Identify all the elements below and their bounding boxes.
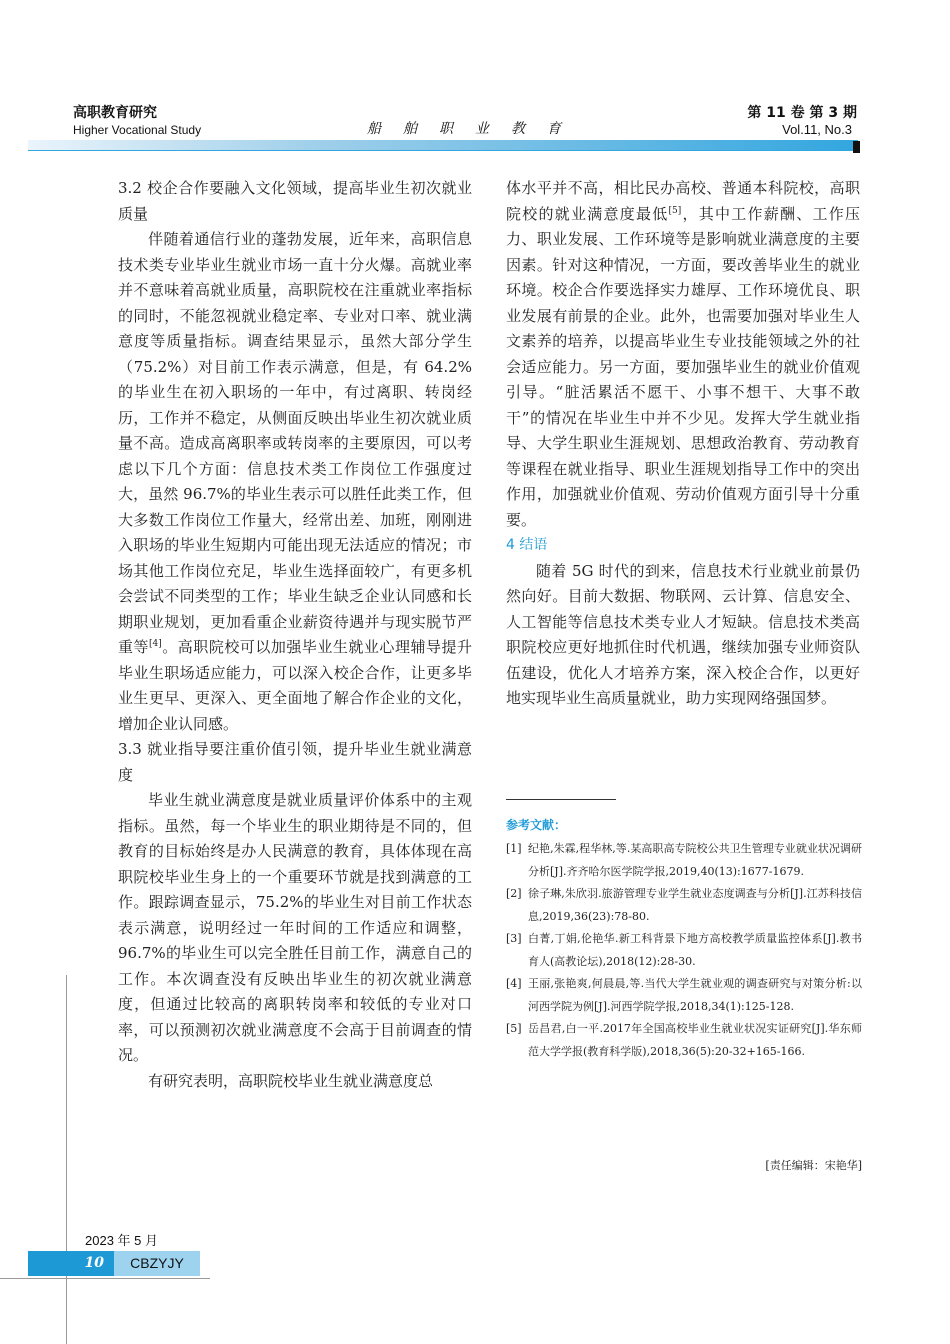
section-3-2-heading: 3.2 校企合作要融入文化领域，提高毕业生初次就业质量 <box>118 179 472 223</box>
paragraph: 随着 5G 时代的到来，信息技术行业就业前景仍然向好。目前大数据、物联网、云计算、信息安全、人工智能等信息技术类专业人才短缺。信息技术类高职院校应更好地抓住时代机遇，继续加强专业师资队伍建设，优化人才培养方案，深入校企合作，以更好地实现毕业生高质量就业，助力实现网络强国梦。 <box>506 561 860 707</box>
section-3-3-heading: 3.3 就业指导要注重价值引领，提升毕业生就业满意度 <box>118 740 472 784</box>
margin-vertical-line <box>66 975 67 1344</box>
paragraph: 有研究表明，高职院校毕业生就业满意度总 <box>148 1071 434 1090</box>
responsible-editor: [责任编辑：宋艳华] <box>765 1159 862 1172</box>
header-marker <box>853 141 860 153</box>
reference-number: [5] <box>506 1022 522 1035</box>
paragraph-text: 体水平并不高，相比民办高校、普通本科院校，高职院校的就业满意度最低 <box>506 179 860 223</box>
paragraph-text: 。高职院校可以加强毕业生就业心理辅导提升毕业生职场适应能力，可以深入校企合作，让更多毕业生更早、更深入、更全面地了解合作企业的文化，增加企业认同感。 <box>118 638 472 733</box>
citation-ref: [4] <box>149 639 162 649</box>
journal-name-en: Higher Vocational Study <box>73 123 202 137</box>
reference-item <box>506 883 862 928</box>
reference-number: [4] <box>506 977 522 990</box>
references-list <box>506 838 862 1063</box>
reference-text: 岳昌君,白一平.2017年全国高校毕业生就业状况实证研究[J].华东师范大学学报(教育科学版),2018,36(5):20-32+165-166. <box>528 1022 862 1058</box>
reference-number: [1] <box>506 842 522 855</box>
reference-number: [2] <box>506 887 522 900</box>
paragraph <box>118 227 472 737</box>
paragraph-text: 伴随着通信行业的蓬勃发展，近年来，高职信息技术类专业毕业生就业市场一直十分火爆。高就业率并不意味着高就业质量，高职院校在注重就业率指标的同时，不能忽视就业稳定率、专业对口率、就业满意度等质量指标。调查结果显示，虽然大部分学生（75.2%）对目前工作表示满意，但是，有 64.2%的毕业生在初入职场的一年中，有过离职、转岗经历，工作并不稳定，从侧面反映出毕业生初次就业质量不高。造成高离职率或转岗率的主要原因，可以考虑以下几个方面：信息技术类工作岗位工作强度过大，虽然 96.7%的毕业生表示可以胜任此类工作，但大多数工作岗位工作量大，经常出差、加班，刚刚进入职场的毕业生短期内可能出现无法适应的情况；市场其他工作岗位充足，毕业生选择面较广，有更多机会尝试不同类型的工作；毕业生缺乏企业认同感和长期职业规划，更加看重企业薪资待遇并与现实脱节严重等 <box>118 230 472 656</box>
reference-item <box>506 838 862 883</box>
volume-issue-cn: 第 11 卷 第 3 期 <box>747 105 857 121</box>
paragraph: 毕业生就业满意度是就业质量评价体系中的主观指标。虽然，每一个毕业生的职业期待是不同的，但教育的目标始终是办人民满意的教育，具体体现在高职院校毕业生身上的一个重要环节就是找到满意的工作。跟踪调查显示，75.2%的毕业生对目前工作状态表示满意，说明经过一年时间的工作适应和调整，96.7%的毕业生可以完全胜任目前工作，满意自己的工作。本次调查没有反映出毕业生的初次就业满意度，但通过比较高的离职转岗率和较低的专业对口率，可以预测初次就业满意度不会高于目前调查的情况。 <box>118 791 472 1064</box>
page-number: 10 <box>28 1251 114 1276</box>
paragraph <box>506 176 860 533</box>
references-rule <box>506 799 616 800</box>
left-column <box>118 176 472 1094</box>
footer-rule <box>0 1278 210 1279</box>
header-rule <box>28 150 858 151</box>
issue-date: 2023 年 5 月 <box>85 1233 158 1248</box>
reference-text: 王丽,张艳爽,何晨晨,等.当代大学生就业观的调查研究与对策分析:以河西学院为例[J].河西学院学报,2018,34(1):125-128. <box>528 977 862 1013</box>
paragraph-text: ，其中工作薪酬、工作压力、职业发展、工作环境等是影响就业满意度的主要因素。针对这种情况，一方面，要改善毕业生的就业环境。校企合作要选择实力雄厚、工作环境优良、职业发展有前景的企业。此外，也需要加强对毕业生人文素养的培养，以提高毕业生专业技能领域之外的社会适应能力。另一方面，要加强毕业生的就业价值观引导。“脏活累活不愿干、小事不想干、大事不敢干”的情况在毕业生中并不少见。发挥大学生就业指导、大学生职业生涯规划、思想政治教育、劳动教育等课程在就业指导、职业生涯规划指导工作中的突出作用，加强就业价值观、劳动价值观方面引导十分重要。 <box>506 204 860 529</box>
reference-item <box>506 973 862 1018</box>
reference-text: 徐子琳,朱欣羽.旅游管理专业学生就业态度调查与分析[J].江苏科技信息,2019,36(23):78-80. <box>528 887 862 923</box>
right-column <box>506 176 860 712</box>
running-title: 船舶职业教育 <box>367 121 583 137</box>
reference-text: 白菁,丁娟,伦艳华.新工科背景下地方高校教学质量监控体系[J].教书育人(高教论坛),2018(12):28-30. <box>528 932 862 968</box>
reference-number: [3] <box>506 932 522 945</box>
volume-issue-en: Vol.11, No.3 <box>782 122 852 137</box>
journal-name-cn: 高职教育研究 <box>73 105 157 121</box>
reference-item <box>506 1018 862 1063</box>
reference-text: 纪艳,朱霖,程华林,等.某高职高专院校公共卫生管理专业就业状况调研分析[J].齐齐哈尔医学院学报,2019,40(13):1677-1679. <box>528 842 862 878</box>
reference-item <box>506 928 862 973</box>
section-4-heading: 4 结语 <box>506 537 548 553</box>
journal-code: CBZYJY <box>114 1251 200 1276</box>
citation-ref: [5] <box>668 205 682 216</box>
header-gradient-bar <box>28 140 858 150</box>
references-title: 参考文献： <box>506 818 567 832</box>
